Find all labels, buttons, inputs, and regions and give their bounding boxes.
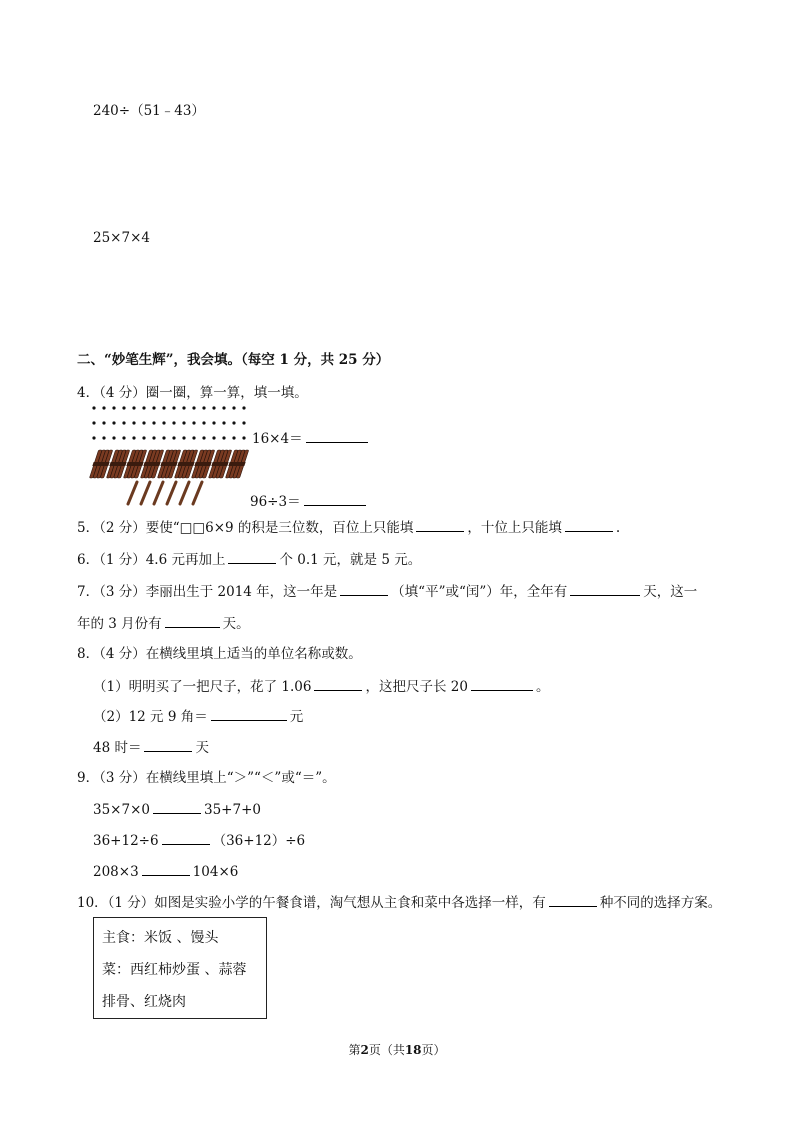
q4-stem: 4．（4 分）圈一圈，算一算，填一填。: [77, 385, 308, 401]
dot: [172, 421, 175, 424]
q8-p3-text-a: 48 时＝: [93, 740, 142, 756]
dot: [222, 421, 225, 424]
dot: [122, 436, 125, 439]
q5-blank-2[interactable]: [565, 517, 613, 532]
dot: [232, 406, 235, 409]
dot-grid: [92, 406, 245, 439]
q10: [77, 892, 721, 913]
dot: [152, 421, 155, 424]
dot: [112, 406, 115, 409]
dot: [142, 436, 145, 439]
q7-line-2: [77, 613, 250, 634]
dot: [142, 406, 145, 409]
q9-r3-right: 104×6: [192, 864, 239, 880]
dot: [212, 406, 215, 409]
q7-text-e: 天。: [222, 616, 250, 632]
q10-text-a: 10．（1 分）如图是实验小学的午餐食谱，淘气想从主食和菜中各选择一样，有: [77, 895, 546, 911]
footer-text-b: 页（共: [368, 1043, 405, 1057]
footer-total-pages: 18: [404, 1043, 422, 1057]
q8-p3-blank[interactable]: [144, 737, 192, 752]
q8-part-1: [93, 676, 549, 697]
q10-blank[interactable]: [549, 892, 597, 907]
q6: [77, 549, 421, 570]
dot: [192, 421, 195, 424]
dot: [162, 436, 165, 439]
single-stick: [141, 482, 150, 504]
q8-p3-text-b: 天: [195, 740, 209, 756]
q9-row-1: [93, 799, 261, 820]
dot: [92, 436, 95, 439]
dot: [192, 406, 195, 409]
q8-p2-text-b: 元: [289, 709, 304, 725]
footer-text-c: 页）: [421, 1043, 446, 1057]
q7-text-d: 年的 3 月份有: [77, 616, 162, 632]
dot: [102, 406, 105, 409]
single-stick: [167, 482, 176, 504]
q8-part-3: [93, 737, 209, 758]
footer-text-a: 第: [348, 1043, 361, 1057]
q8-part-2: [93, 706, 303, 727]
dot: [92, 421, 95, 424]
q5-text-c: .: [615, 520, 621, 536]
dot: [132, 421, 135, 424]
dot: [182, 406, 185, 409]
q9-r1-blank[interactable]: [153, 799, 201, 814]
dot: [132, 406, 135, 409]
q8-stem: 8．（4 分）在横线里填上适当的单位名称或数。: [77, 646, 362, 662]
q6-blank[interactable]: [228, 549, 276, 564]
q4-eq1-text: 16×4＝: [252, 431, 303, 447]
dot: [232, 421, 235, 424]
dot: [202, 406, 205, 409]
dot: [102, 421, 105, 424]
q4-eq2-text: 96÷3＝: [250, 494, 301, 510]
dot: [152, 436, 155, 439]
q5-blank-1[interactable]: [416, 517, 464, 532]
q4-eq1-blank[interactable]: [306, 428, 368, 443]
q9-r1-right: 35+7+0: [203, 802, 261, 818]
single-stick: [154, 482, 163, 504]
dot: [142, 421, 145, 424]
dot: [172, 406, 175, 409]
dot: [212, 421, 215, 424]
dot: [92, 406, 95, 409]
q9-r3-left: 208×3: [93, 864, 139, 880]
q7-text-a: 7．（3 分）李丽出生于 2014 年，这一年是: [77, 584, 338, 600]
q5: [77, 517, 620, 538]
menu-dishes-cont: 排骨、红烧肉: [102, 994, 186, 1010]
q8-p1-text-c: 。: [535, 679, 550, 695]
menu-staple: 主食：米饭 、馒头: [102, 930, 219, 946]
stick-bundles: [88, 450, 249, 478]
q7-text-b: （填“平”或“闰”）年，全年有: [391, 584, 568, 600]
q9-row-3: [93, 861, 238, 882]
dot: [182, 436, 185, 439]
dot: [242, 421, 245, 424]
q4-eq2: [250, 491, 369, 512]
menu-dishes: 菜：西红柿炒蛋 、蒜蓉: [102, 962, 247, 978]
q8-p1-text-a: （1）明明买了一把尺子，花了 1.06: [93, 679, 312, 695]
dot: [242, 436, 245, 439]
dot: [232, 436, 235, 439]
single-stick: [193, 482, 202, 504]
dot: [122, 421, 125, 424]
single-stick: [180, 482, 189, 504]
dot: [162, 406, 165, 409]
single-sticks: [128, 482, 202, 504]
q9-r2-left: 36+12÷6: [93, 833, 159, 849]
dot: [112, 421, 115, 424]
dot: [112, 436, 115, 439]
menu-box: [93, 917, 267, 1019]
page-footer: [0, 1041, 794, 1058]
q7-blank-2[interactable]: [570, 581, 640, 596]
counting-illustration: [85, 402, 260, 512]
q8-p1-blank-1[interactable]: [314, 676, 362, 691]
q8-p2-blank[interactable]: [211, 706, 287, 721]
dot: [192, 436, 195, 439]
dot: [222, 436, 225, 439]
q6-text-a: 6．（1 分）4.6 元再加上: [77, 552, 226, 568]
footer-page-number: 2: [360, 1043, 369, 1057]
q9-stem: 9．（3 分）在横线里填上“＞”“＜”或“＝”。: [77, 770, 336, 786]
q8-p1-blank-2[interactable]: [471, 676, 533, 691]
dot: [122, 406, 125, 409]
q9-r2-blank[interactable]: [162, 830, 210, 845]
q5-text-b: ，十位上只能填: [467, 520, 562, 536]
q4-eq1: [252, 428, 371, 449]
q7-blank-3[interactable]: [165, 613, 220, 628]
dot: [172, 436, 175, 439]
dot: [102, 436, 105, 439]
q5-text-a: 5．（2 分）要使“□□6×9 的积是三位数，百位上只能填: [77, 520, 414, 536]
dot: [202, 436, 205, 439]
q7-line-1: [77, 581, 697, 602]
dot: [222, 406, 225, 409]
q7-blank-1[interactable]: [340, 581, 388, 596]
calc-expression-2: 25×7×4: [93, 230, 150, 246]
q8-p1-text-b: ，这把尺子长 20: [365, 679, 468, 695]
q10-text-b: 种不同的选择方案。: [599, 895, 722, 911]
dot: [132, 436, 135, 439]
q9-r2-right: （36+12）÷6: [212, 833, 306, 849]
dot: [182, 421, 185, 424]
q4-eq2-blank[interactable]: [304, 491, 366, 506]
q8-p2-text-a: （2）12 元 9 角＝: [93, 709, 208, 725]
q9-r1-left: 35×7×0: [93, 802, 150, 818]
dot: [242, 406, 245, 409]
dot: [202, 421, 205, 424]
q6-text-b: 个 0.1 元，就是 5 元。: [279, 552, 422, 568]
q9-row-2: [93, 830, 305, 851]
single-stick: [128, 482, 137, 504]
dot: [212, 436, 215, 439]
dot: [162, 421, 165, 424]
dot: [152, 406, 155, 409]
calc-expression-1: 240÷（51﹣43）: [93, 103, 205, 119]
section-title: 二、“妙笔生辉”，我会填。（每空 1 分，共 25 分）: [77, 352, 390, 368]
q9-r3-blank[interactable]: [142, 861, 190, 876]
q7-text-c: 天，这一: [643, 584, 698, 600]
